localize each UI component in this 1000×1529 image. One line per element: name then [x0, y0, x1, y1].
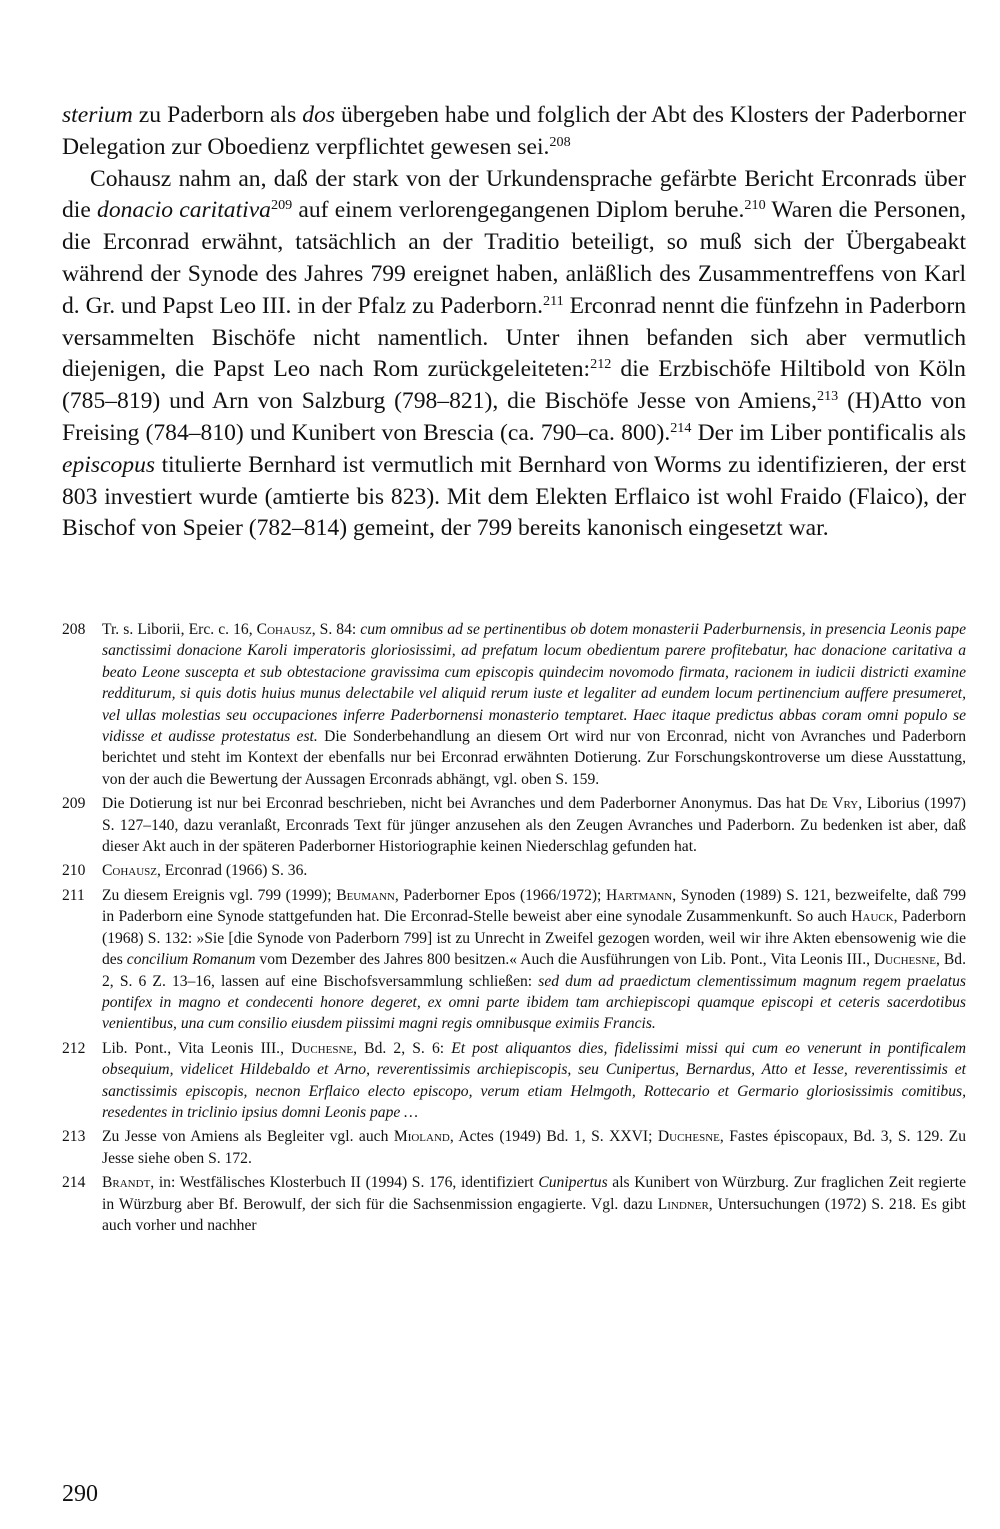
page-number: 290 [62, 1481, 98, 1507]
author-name: Cohausz [256, 621, 312, 638]
author-name: Hartmann [606, 886, 673, 904]
latin-term: concilium Romanum [126, 951, 256, 969]
text-run: , Liborius (1997) S. 127–140, dazu veranlaßt, Erconrads Text für jünger anzusehen als den Zeugen Avranches und Paderborn. Zu bedenken ist aber, daß dieser Akt auch in der späteren Paderborner Historiographie keinen Niederschlag gefunden hat. [102, 795, 966, 856]
paragraph [62, 100, 966, 164]
author-name: Duchesne [291, 1039, 354, 1057]
footnote-213 [62, 1126, 966, 1169]
text-run: zu Paderborn als [132, 102, 303, 128]
text-run: Waren die Personen, die Erconrad erwähnt, tatsächlich an der Traditio beteiligt, so muß sich der Übergabeakt während der Synode des Jahres 799 ereignet haben, anläßlich des Zusammentreffens von Karl d. Gr. und Papst Leo III. in der Pfalz zu Paderborn. [62, 197, 967, 319]
text-run: (H)Atto von Freising (784–810) und Kunibert von Brescia (ca. 790–ca. 800). [62, 388, 966, 446]
author-name: Lindner [657, 1195, 709, 1213]
text-run: vom Dezember des Jahres 800 besitzen.« Auch die Ausführungen von Lib. Pont., Vita Leonis III., [255, 951, 875, 969]
footnote-214 [62, 1172, 966, 1236]
footnote-ref[interactable]: 208 [549, 134, 571, 151]
text-run: , Erconrad (1966) S. 36. [157, 862, 308, 880]
latin-quote: Et post aliquantos dies, fidelissimi missi qui cum eo venerunt in pontificalem obsequium, videlicet Hildebaldo et Arno, reverentissimis archiepiscopis, seu Cunipertus, Bernardus, Atto et Iesse, reverentissimis et sanctissimis episcopis, necnon Erflaico electo episcopo, verum etiam Helmgoth, Rottecario et Germario gloriosissimis comitibus, resedentes in triclinio ipsius domni Leonis pape … [102, 1039, 966, 1121]
text-run: Erconrad nennt die fünfzehn in Paderborn versammelten Bischöfe nicht namentlich. Unter ihnen befanden sich aber vermutlich diejenigen, die Papst Leo nach Rom zurückgeleiteten: [62, 292, 966, 383]
text-run: Die Sonderbehandlung an diesem Ort wird nur von Erconrad, nicht von Avranches und Paderborn berichtet und steht im Kontext der ebenfalls nur bei Erconrad erwähnten Dotierung. Zur Forschungskontroverse um diese Ausstattung, von der auch die Bewertung der Aussagen Erconrads abhängt, vgl. oben S. 159. [102, 728, 966, 788]
author-name: Beumann [336, 886, 395, 904]
italic-term: sterium [62, 102, 133, 128]
latin-quote: cum omnibus ad se pertinentibus ob dotem monasterii Paderburnensis, in presencia Leonis pape sanctissimi donacione Karoli imperatoris gloriosissimi, ad prefatum locum obedientum parere profitebatur, hac donacione caritativa a beato Leone suscepta et sub obtestacione gravissima cum episcopis quindecim novomodo firmata, racionem in iudicii districti examine redditurum, si quis dotis huius munus delectabile vel aliquid rerum iuste et legaliter ad eundem locum pertinencium auffere presumeret, vel ullas molestias seu occupaciones inferre Paderbornensi monasterio temptaret. Haec itaque predictus abbas coram omni populo se vidisse et audisse protestatus est. [102, 621, 966, 746]
latin-quote: sed dum ad praedictum clementissimum magnum regem praelatus pontifex in magno et condecenti honore degeret, ex omni parte ibidem tam archiepiscopi quamque episcopi et ceteris sacerdotibus venientibus, una cum consilio eiusdem piissimi magni regis omnibusque eximiis Francis. [102, 972, 966, 1033]
footnote-210 [62, 860, 966, 881]
footnote-209 [62, 793, 966, 857]
footnote-ref[interactable]: 212 [590, 356, 612, 373]
italic-term: dos [302, 102, 336, 128]
footnote-number: 212 [62, 1039, 86, 1057]
text-run: , Fastes épiscopaux, Bd. 3, S. 129. Zu Jesse siehe oben S. 172. [102, 1128, 966, 1167]
text-run: , Bd. 2, S. 6 Z. 13–16, lassen auf eine Bischofsversammlung schließen: [102, 951, 967, 990]
text-run: Cohausz nahm an, daß der stark von der Urkundensprache gefärbte Bericht Erconrads über die [62, 165, 966, 224]
text-run: , Paderborner Epos (1966/1972); [394, 886, 606, 904]
main-text [62, 100, 966, 545]
footnote-211 [62, 885, 966, 1035]
text-run: Zu Jesse von Amiens als Begleiter vgl. auch [102, 1128, 394, 1146]
footnote-ref[interactable]: 210 [744, 197, 766, 214]
footnote-ref[interactable]: 209 [270, 197, 293, 214]
author-name: De Vry [809, 795, 859, 813]
author-name: Cohausz [102, 862, 158, 880]
footnote-number: 209 [62, 795, 86, 813]
paragraph [62, 164, 966, 546]
text-run: Der im Liber pontificalis als [691, 419, 966, 446]
footnote-number: 210 [62, 862, 86, 880]
footnote-208 [62, 619, 966, 790]
text-run: Tr. s. Liborii, Erc. c. 16, [102, 621, 257, 638]
author-name: Duchesne [657, 1128, 720, 1146]
text-run: als Kunibert von Würzburg. Zur fraglichen Zeit regierte in Würzburg aber Bf. Berowulf, der sich für die Sachsenmission engagierte. Vgl. dazu [102, 1174, 966, 1213]
footnote-212 [62, 1038, 966, 1124]
text-run: , S. 84: [311, 621, 361, 638]
text-run: Die Dotierung ist nur bei Erconrad beschrieben, nicht bei Avranches und dem Paderborner Anonymus. Das hat [102, 795, 810, 813]
footnote-ref[interactable]: 211 [542, 293, 564, 309]
text-run: Lib. Pont., Vita Leonis III., [102, 1039, 292, 1057]
text-run: die Erzbischöfe Hiltibold von Köln (785–819) und Arn von Salzburg (798–821), die Bischöfe Jesse von Amiens, [62, 356, 966, 415]
footnote-ref[interactable]: 214 [670, 420, 692, 437]
footnote-number: 214 [62, 1174, 86, 1192]
footnote-ref[interactable]: 213 [817, 388, 839, 405]
author-name: Hauck [851, 908, 894, 926]
text-run: übergeben habe und folglich der Abt des Klosters der Paderborner Delegation zur Oboedienz verpflichtet gewesen sei. [62, 102, 966, 160]
latin-term: Cunipertus [538, 1174, 608, 1192]
text-run: , Paderborn (1968) S. 132: »Sie [die Synode von Paderborn 799] ist zu Unrecht in Zweifel gezogen worden, weil wir ihre Akten ebensowenig wie die des [102, 908, 966, 969]
text-run: , in: Westfälisches Klosterbuch II (1994) S. 176, identifiziert [150, 1174, 539, 1192]
text-run: , Synoden (1989) S. 121, bezweifelte, daß 799 in Paderborn eine Synode stattgefunden hat. Die Erconrad-Stelle beweist aber eine synodale Zusammenkunft. So auch [102, 886, 966, 926]
italic-term: donacio caritativa [97, 197, 271, 224]
text-run: , Untersuchungen (1972) S. 218. Es gibt auch vorher und nachher [102, 1195, 966, 1234]
footnote-number: 213 [62, 1128, 86, 1146]
footnote-number: 208 [62, 621, 86, 638]
footnote-number: 211 [62, 886, 85, 904]
author-name: Mioland [393, 1128, 450, 1146]
text-run: titulierte Bernhard ist vermutlich mit Bernhard von Worms zu identifizieren, der erst 803 investiert wurde (amtierte bis 823). Mit dem Elekten Erflaico ist wohl Fraido (Flaico), der Bischof von Speier (782–814) gemeint, der 799 bereits kanonisch eingesetzt war. [62, 451, 966, 542]
text-run: auf einem verlorengegangenen Diplom beruhe. [292, 197, 745, 224]
footnotes [62, 619, 966, 1239]
text-run: , Actes (1949) Bd. 1, S. XXVI; [449, 1128, 658, 1146]
text-run: Zu diesem Ereignis vgl. 799 (1999); [102, 886, 337, 904]
author-name: Duchesne [874, 951, 937, 969]
author-name: Brandt [102, 1174, 151, 1192]
italic-term: episcopus [62, 451, 156, 478]
text-run: , Bd. 2, S. 6: [353, 1039, 452, 1057]
